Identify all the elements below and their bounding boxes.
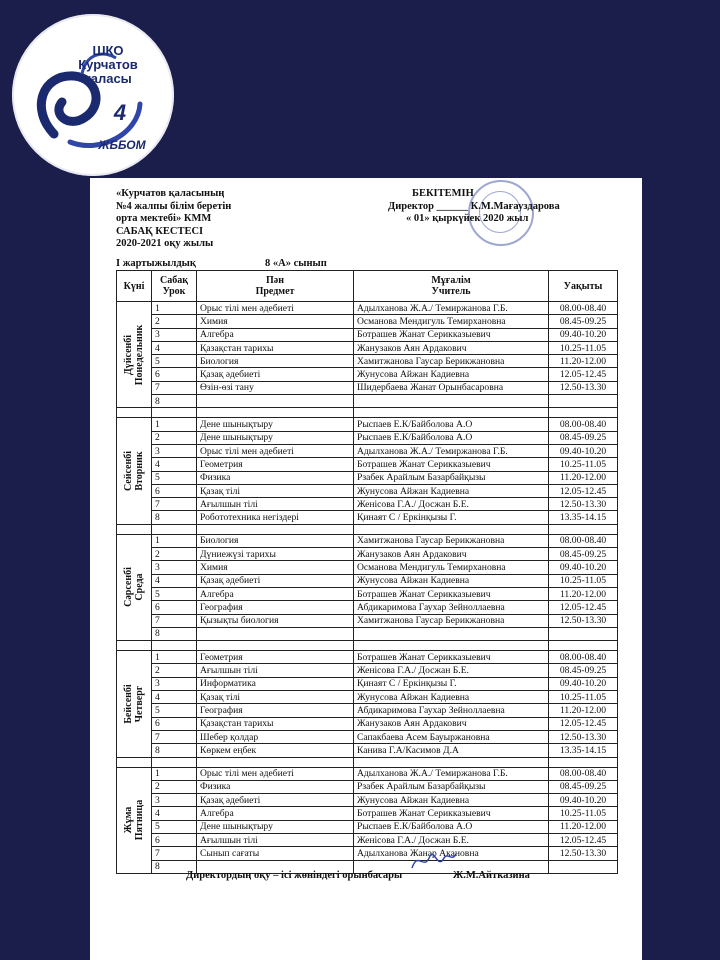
lesson-subject: Ағылшын тілі	[197, 664, 354, 677]
lesson-teacher: Женісова Г.А./ Досжан Б.Е.	[354, 664, 549, 677]
lesson-subject: Өзін-өзі тану	[197, 381, 354, 394]
day-name-ru: Среда	[134, 573, 145, 602]
lesson-time: 12.50-13.30	[549, 498, 618, 511]
academic-year: 2020-2021 оқу жылы	[116, 238, 214, 249]
lesson-teacher: Рзабек Арайлым Базарбайқызы	[354, 471, 549, 484]
lesson-time: 13.35-14.15	[549, 744, 618, 757]
col-lesson: Сабақ Урок	[152, 271, 197, 302]
lesson-subject: Геометрия	[197, 651, 354, 664]
day-label	[123, 684, 145, 723]
table-row	[117, 534, 618, 547]
school-name-line-2: №4 жалпы білім беретін	[116, 200, 232, 212]
separator-cell	[197, 408, 354, 418]
table-row	[117, 677, 618, 690]
separator-cell	[549, 757, 618, 767]
lesson-time: 08.45-09.25	[549, 431, 618, 444]
lesson-time: 12.50-13.30	[549, 730, 618, 743]
lesson-teacher: Абдикаримова Гаухар Зейноллаевна	[354, 601, 549, 614]
table-row	[117, 651, 618, 664]
lesson-time: 08.00-08.40	[549, 534, 618, 547]
lesson-time: 12.05-12.45	[549, 717, 618, 730]
lesson-teacher: Ботрашев Жанат Серикказыевич	[354, 651, 549, 664]
table-row	[117, 368, 618, 381]
lesson-time: 10.25-11.05	[549, 807, 618, 820]
col-teacher: Мұғалім Учитель	[354, 271, 549, 302]
day-separator-row	[117, 641, 618, 651]
table-row	[117, 627, 618, 640]
table-row	[117, 418, 618, 431]
lesson-subject: Қазақ әдебиеті	[197, 794, 354, 807]
lesson-teacher: Рзабек Арайлым Базарбайқызы	[354, 780, 549, 793]
approve-title: БЕКІТЕМІН	[412, 188, 474, 199]
lesson-subject: Физика	[197, 471, 354, 484]
logo-text-3: қаласы	[84, 71, 132, 86]
col-subject: Пән Предмет	[197, 271, 354, 302]
separator-cell	[354, 757, 549, 767]
separator-cell	[354, 408, 549, 418]
lesson-subject: Дене шынықтыру	[197, 418, 354, 431]
lesson-number: 7	[152, 730, 197, 743]
lesson-subject: Физика	[197, 780, 354, 793]
table-row	[117, 444, 618, 457]
lesson-subject: Шебер қолдар	[197, 730, 354, 743]
lesson-number: 6	[152, 601, 197, 614]
lesson-number: 4	[152, 574, 197, 587]
school-name-line-3: орта мектебі» КММ	[116, 213, 212, 224]
lesson-teacher: Жунусова Айжан Кадиевна	[354, 794, 549, 807]
lesson-time	[549, 627, 618, 640]
lesson-number: 8	[152, 511, 197, 524]
table-row	[117, 664, 618, 677]
separator-cell	[152, 757, 197, 767]
lesson-teacher	[354, 395, 549, 408]
lesson-teacher: Рыспаев Е.К/Байболова А.О	[354, 431, 549, 444]
separator-cell	[117, 524, 152, 534]
lesson-time: 12.50-13.30	[549, 847, 618, 860]
lesson-subject: Дене шынықтыру	[197, 820, 354, 833]
lesson-time: 09.40-10.20	[549, 561, 618, 574]
lesson-number: 1	[152, 651, 197, 664]
lesson-time: 12.05-12.45	[549, 484, 618, 497]
logo-text-1: ШКО	[92, 43, 124, 58]
day-name-ru: Четверг	[134, 685, 145, 723]
lesson-teacher: Жунусова Айжан Кадиевна	[354, 691, 549, 704]
lesson-time: 12.05-12.45	[549, 601, 618, 614]
lesson-number: 2	[152, 664, 197, 677]
lesson-number: 7	[152, 614, 197, 627]
lesson-time: 09.40-10.20	[549, 444, 618, 457]
lesson-number: 7	[152, 847, 197, 860]
lesson-time	[549, 860, 618, 873]
day-name-kz: Жұма	[123, 806, 134, 834]
day-cell	[117, 651, 152, 757]
lesson-number: 4	[152, 458, 197, 471]
lesson-number: 2	[152, 315, 197, 328]
class-label: 8 «А» сынып	[265, 258, 327, 269]
lesson-teacher: Абдикаримова Гаухар Зейноллаевна	[354, 704, 549, 717]
lesson-number: 1	[152, 534, 197, 547]
lesson-teacher: Адылханова Ж.А./ Темиржанова Г.Б.	[354, 767, 549, 780]
table-row	[117, 561, 618, 574]
day-label	[123, 800, 145, 840]
lesson-teacher: Ботрашев Жанат Серикказыевич	[354, 458, 549, 471]
footer-role: Директордың оқу – ісі жөніндегі орынбасары	[186, 870, 403, 881]
school-logo	[12, 14, 174, 176]
lesson-subject: Алгебра	[197, 807, 354, 820]
lesson-time: 08.45-09.25	[549, 780, 618, 793]
separator-cell	[152, 408, 197, 418]
lesson-subject: Ағылшын тілі	[197, 498, 354, 511]
approval-block	[388, 188, 638, 226]
lesson-teacher: Адылханова Ж.А./ Темиржанова Г.Б.	[354, 444, 549, 457]
schedule-document	[90, 178, 642, 960]
lesson-number: 3	[152, 444, 197, 457]
lesson-teacher: Қинаят С / Еркінқызы Г.	[354, 511, 549, 524]
table-row	[117, 744, 618, 757]
day-cell	[117, 534, 152, 640]
lesson-number: 1	[152, 767, 197, 780]
table-row	[117, 355, 618, 368]
lesson-number: 4	[152, 341, 197, 354]
day-cell	[117, 418, 152, 524]
lesson-teacher: Османова Мендигуль Темирхановна	[354, 315, 549, 328]
lesson-number: 2	[152, 780, 197, 793]
lesson-teacher: Жанузаков Аян Ардакович	[354, 341, 549, 354]
lesson-time: 11.20-12.00	[549, 587, 618, 600]
table-row	[117, 614, 618, 627]
lesson-subject: Орыс тілі мен әдебиеті	[197, 444, 354, 457]
separator-cell	[354, 524, 549, 534]
table-row	[117, 498, 618, 511]
table-row	[117, 315, 618, 328]
lesson-number: 2	[152, 548, 197, 561]
lesson-number: 4	[152, 691, 197, 704]
lesson-subject: Қызықты биология	[197, 614, 354, 627]
lesson-number: 7	[152, 498, 197, 511]
lesson-time: 10.25-11.05	[549, 574, 618, 587]
lesson-teacher: Рыспаев Е.К/Байболова А.О	[354, 418, 549, 431]
day-name-kz: Бейсенбі	[123, 684, 134, 724]
lesson-teacher: Женісова Г.А./ Досжан Б.Е.	[354, 498, 549, 511]
table-row	[117, 341, 618, 354]
day-name-kz: Сейсенбі	[123, 451, 134, 492]
table-row	[117, 484, 618, 497]
lesson-number: 3	[152, 794, 197, 807]
lesson-number: 4	[152, 807, 197, 820]
table-row	[117, 847, 618, 860]
lesson-subject	[197, 627, 354, 640]
day-name-ru: Понедельник	[134, 324, 145, 385]
lesson-teacher: Жанузаков Аян Ардакович	[354, 717, 549, 730]
lesson-number: 5	[152, 355, 197, 368]
lesson-number: 7	[152, 381, 197, 394]
day-separator-row	[117, 524, 618, 534]
lesson-number: 6	[152, 368, 197, 381]
lesson-teacher: Канива Г.А/Касимов Д.А	[354, 744, 549, 757]
separator-cell	[549, 408, 618, 418]
lesson-time: 08.45-09.25	[549, 315, 618, 328]
lesson-teacher: Жунусова Айжан Кадиевна	[354, 484, 549, 497]
lesson-time: 11.20-12.00	[549, 820, 618, 833]
lesson-teacher: Жанузаков Аян Ардакович	[354, 548, 549, 561]
lesson-subject: Ағылшын тілі	[197, 833, 354, 846]
table-row	[117, 458, 618, 471]
day-label	[123, 568, 145, 608]
day-name-ru: Пятница	[134, 799, 145, 841]
lesson-teacher: Ботрашев Жанат Серикказыевич	[354, 807, 549, 820]
lesson-teacher: Сапакбаева Асем Бауыржановна	[354, 730, 549, 743]
separator-cell	[152, 524, 197, 534]
lesson-time	[549, 395, 618, 408]
lesson-subject: География	[197, 704, 354, 717]
separator-cell	[117, 757, 152, 767]
day-label	[123, 451, 145, 491]
logo-text-2: Курчатов	[78, 57, 138, 72]
lesson-subject	[197, 395, 354, 408]
lesson-teacher	[354, 627, 549, 640]
lesson-subject: Биология	[197, 534, 354, 547]
lesson-subject: Сынып сағаты	[197, 847, 354, 860]
lesson-number: 1	[152, 418, 197, 431]
table-row	[117, 574, 618, 587]
lesson-number: 5	[152, 820, 197, 833]
lesson-time: 08.00-08.40	[549, 302, 618, 315]
lesson-teacher: Адылханова Жанар Акановна	[354, 847, 549, 860]
lesson-subject: Қазақ әдебиеті	[197, 368, 354, 381]
separator-cell	[549, 641, 618, 651]
document-title: САБАҚ КЕСТЕСІ	[116, 225, 204, 237]
day-name-ru: Вторник	[134, 451, 145, 491]
lesson-number: 3	[152, 328, 197, 341]
separator-cell	[117, 641, 152, 651]
separator-cell	[117, 408, 152, 418]
separator-cell	[549, 524, 618, 534]
logo-mark: 4	[113, 100, 127, 125]
table-row	[117, 511, 618, 524]
lesson-teacher: Женісова Г.А./ Досжан Б.Е.	[354, 833, 549, 846]
lesson-subject: Қазақ тілі	[197, 691, 354, 704]
lesson-subject: Робототехника негіздері	[197, 511, 354, 524]
day-label	[123, 324, 145, 385]
lesson-subject: Алгебра	[197, 587, 354, 600]
lesson-time: 11.20-12.00	[549, 704, 618, 717]
separator-cell	[197, 757, 354, 767]
lesson-number: 1	[152, 302, 197, 315]
lesson-time: 11.20-12.00	[549, 355, 618, 368]
lesson-number: 3	[152, 561, 197, 574]
lesson-time: 12.05-12.45	[549, 833, 618, 846]
lesson-teacher: Шидербаева Жанат Орынбасаровна	[354, 381, 549, 394]
lesson-subject: Орыс тілі мен әдебиеті	[197, 302, 354, 315]
footer-name: Ж.М.Айтказина	[452, 870, 530, 881]
lesson-time: 08.00-08.40	[549, 767, 618, 780]
table-row	[117, 601, 618, 614]
table-row	[117, 328, 618, 341]
lesson-subject: Орыс тілі мен әдебиеті	[197, 767, 354, 780]
lesson-subject: Қазақстан тарихы	[197, 717, 354, 730]
lesson-teacher: Қинаят С / Еркінқызы Г.	[354, 677, 549, 690]
approval-date: « 01» қыркүйек 2020 жыл	[406, 213, 529, 224]
day-name-kz: Сәрсенбі	[123, 567, 134, 608]
table-row	[117, 717, 618, 730]
lesson-time: 09.40-10.20	[549, 794, 618, 807]
day-cell	[117, 767, 152, 873]
footer-signature-line	[186, 870, 530, 881]
lesson-time: 09.40-10.20	[549, 677, 618, 690]
separator-cell	[197, 524, 354, 534]
lesson-subject: География	[197, 601, 354, 614]
day-name-kz: Дүйсенбі	[123, 334, 134, 375]
lesson-number: 6	[152, 717, 197, 730]
separator-cell	[197, 641, 354, 651]
lesson-number: 6	[152, 833, 197, 846]
lesson-number: 6	[152, 484, 197, 497]
table-row	[117, 471, 618, 484]
lesson-subject: Геометрия	[197, 458, 354, 471]
lesson-time: 11.20-12.00	[549, 471, 618, 484]
lesson-number: 5	[152, 587, 197, 600]
table-row	[117, 807, 618, 820]
lesson-subject: Көркем еңбек	[197, 744, 354, 757]
table-header-row	[117, 271, 618, 302]
day-cell	[117, 302, 152, 408]
lesson-time: 09.40-10.20	[549, 328, 618, 341]
lesson-teacher: Жунусова Айжан Кадиевна	[354, 368, 549, 381]
director-line: Директор ______ К.М.Мағауздарова	[388, 200, 560, 212]
lesson-teacher: Рыспаев Е.К/Байболова А.О	[354, 820, 549, 833]
school-name-line-1: «Курчатов қаласының	[116, 188, 225, 199]
lesson-number: 8	[152, 860, 197, 873]
table-row	[117, 548, 618, 561]
lesson-teacher: Османова Мендигуль Темирхановна	[354, 561, 549, 574]
lesson-number: 5	[152, 704, 197, 717]
schedule-table	[116, 270, 618, 874]
lesson-subject: Дүниежүзі тарихы	[197, 548, 354, 561]
lesson-time: 08.45-09.25	[549, 664, 618, 677]
lesson-subject: Химия	[197, 561, 354, 574]
lesson-teacher: Хамитжанова Гаусар Берикжановна	[354, 355, 549, 368]
lesson-number: 8	[152, 395, 197, 408]
table-row	[117, 691, 618, 704]
lesson-time: 12.50-13.30	[549, 614, 618, 627]
term-label: I жартыжылдық	[116, 258, 196, 269]
lesson-teacher: Жунусова Айжан Кадиевна	[354, 574, 549, 587]
lesson-subject: Химия	[197, 315, 354, 328]
lesson-subject: Қазақ әдебиеті	[197, 574, 354, 587]
lesson-teacher: Ботрашев Жанат Серикказыевич	[354, 587, 549, 600]
table-row	[117, 704, 618, 717]
table-row	[117, 794, 618, 807]
table-row	[117, 780, 618, 793]
col-day: Күні	[117, 271, 152, 302]
lesson-number: 2	[152, 431, 197, 444]
lesson-time: 10.25-11.05	[549, 691, 618, 704]
lesson-time: 10.25-11.05	[549, 458, 618, 471]
lesson-number: 3	[152, 677, 197, 690]
lesson-time: 13.35-14.15	[549, 511, 618, 524]
table-row	[117, 767, 618, 780]
table-row	[117, 431, 618, 444]
lesson-subject: Алгебра	[197, 328, 354, 341]
table-row	[117, 302, 618, 315]
lesson-teacher: Ботрашев Жанат Серикказыевич	[354, 328, 549, 341]
lesson-number: 8	[152, 627, 197, 640]
col-time: Уақыты	[549, 271, 618, 302]
lesson-subject: Дене шынықтыру	[197, 431, 354, 444]
table-row	[117, 833, 618, 846]
lesson-subject: Қазақ тілі	[197, 484, 354, 497]
lesson-time: 10.25-11.05	[549, 341, 618, 354]
lesson-teacher: Адылханова Ж.А./ Темиржанова Г.Б.	[354, 302, 549, 315]
lesson-time: 08.45-09.25	[549, 548, 618, 561]
table-row	[117, 381, 618, 394]
logo-sub: ЖББОМ	[98, 138, 146, 152]
school-header	[116, 188, 356, 251]
lesson-time: 08.00-08.40	[549, 651, 618, 664]
separator-cell	[152, 641, 197, 651]
table-row	[117, 820, 618, 833]
separator-cell	[354, 641, 549, 651]
lesson-time: 12.50-13.30	[549, 381, 618, 394]
lesson-time: 12.05-12.45	[549, 368, 618, 381]
lesson-number: 8	[152, 744, 197, 757]
lesson-subject: Биология	[197, 355, 354, 368]
lesson-subject: Информатика	[197, 677, 354, 690]
table-row	[117, 730, 618, 743]
lesson-number: 5	[152, 471, 197, 484]
table-row	[117, 587, 618, 600]
day-separator-row	[117, 408, 618, 418]
lesson-subject: Қазақстан тарихы	[197, 341, 354, 354]
lesson-teacher: Хамитжанова Гаусар Берикжановна	[354, 614, 549, 627]
lesson-teacher: Хамитжанова Гаусар Берикжановна	[354, 534, 549, 547]
day-separator-row	[117, 757, 618, 767]
table-row	[117, 395, 618, 408]
lesson-time: 08.00-08.40	[549, 418, 618, 431]
